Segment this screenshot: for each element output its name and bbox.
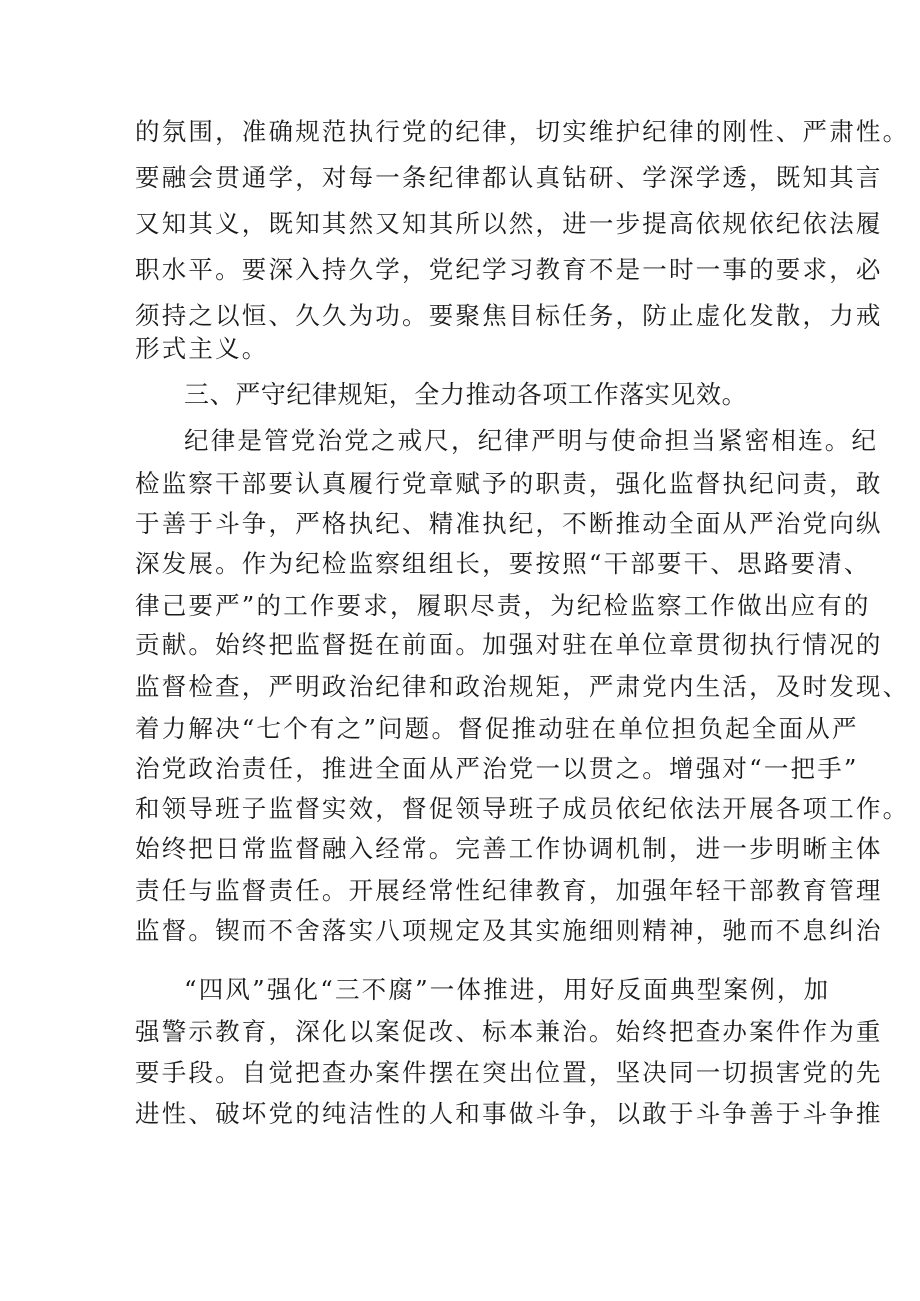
text-line: 进性、破坏党的纯洁性的人和事做斗争，以敢于斗争善于斗争推 <box>135 1099 883 1128</box>
text-line: 形式主义。 <box>135 334 269 363</box>
text-line: 监督。锲而不舍落实八项规定及其实施细则精神，驰而不息纠治 <box>135 916 883 945</box>
text-line: 律己要严”的工作要求，履职尽责，为纪检监察工作做出应有的 <box>135 591 871 620</box>
text-line: 职水平。要深入持久学，党纪学习教育不是一时一事的要求，必 <box>135 255 883 284</box>
text-line: 着力解决“七个有之”问题。督促推动驻在单位担负起全面从严 <box>135 714 859 743</box>
text-line: 监督检查，严明政治纪律和政治规矩，严肃党内生活，及时发现、 <box>135 672 910 701</box>
text-line: “四风”强化“三不腐”一体推进，用好反面典型案例，加 <box>184 975 831 1004</box>
text-line: 贡献。始终把监督挺在前面。加强对驻在单位章贯彻执行情况的 <box>135 630 883 659</box>
text-line: 须持之以恒、久久为功。要聚焦目标任务，防止虚化发散，力戒 <box>135 301 883 330</box>
text-line: 要手段。自觉把查办案件摆在突出位置，坚决同一切损害党的先 <box>135 1058 883 1087</box>
text-line: 纪律是管党治党之戒尺，纪律严明与使命担当紧密相连。纪 <box>184 426 879 455</box>
text-line: 强警示教育，深化以案促改、标本兼治。始终把查办案件作为重 <box>135 1017 883 1046</box>
text-line: 和领导班子监督实效，督促领导班子成员依纪依法开展各项工作。 <box>135 794 910 823</box>
text-line: 深发展。作为纪检监察组组长，要按照“干部要干、思路要清、 <box>135 549 871 578</box>
text-line: 又知其义，既知其然又知其所以然，进一步提高依规依纪依法履 <box>135 209 883 238</box>
text-line: 检监察干部要认真履行党章赋予的职责，强化监督执纪问责，敢 <box>135 469 883 498</box>
text-line: 始终把日常监督融入经常。完善工作协调机制，进一步明晰主体 <box>135 834 883 863</box>
text-line: 的氛围，准确规范执行党的纪律，切实维护纪律的刚性、严肃性。 <box>135 117 910 146</box>
text-line: 于善于斗争，严格执纪、精准执纪，不断推动全面从严治党向纵 <box>135 509 883 538</box>
section-heading: 三、严守纪律规矩，全力推动各项工作落实见效。 <box>184 380 748 409</box>
text-line: 责任与监督责任。开展经常性纪律教育，加强年轻干部教育管理 <box>135 876 883 905</box>
text-line: 要融会贯通学，对每一条纪律都认真钻研、学深学透，既知其言 <box>135 163 883 192</box>
text-line: 治党政治责任，推进全面从严治党一以贯之。增强对“一把手” <box>135 754 859 783</box>
